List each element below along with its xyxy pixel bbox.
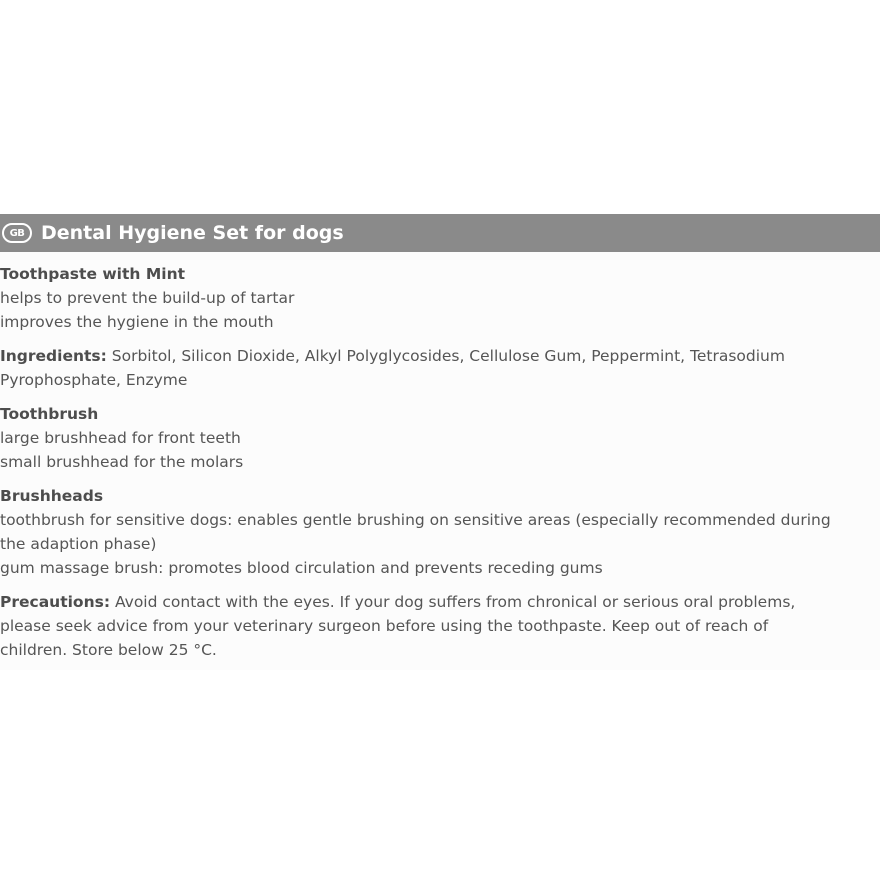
ingredients-line xyxy=(0,344,880,368)
precautions-text-cont: please seek advice from your veterinary surgeon before using the toothpaste. Keep out of reach of xyxy=(0,617,769,635)
toothpaste-heading: Toothpaste with Mint xyxy=(0,265,186,283)
precautions-label: Precautions: xyxy=(0,593,111,611)
brushheads-heading: Brushheads xyxy=(0,487,104,505)
brushheads-line: toothbrush for sensitive dogs: enables gentle brushing on sensitive areas (especially recommended during xyxy=(0,511,831,529)
toothpaste-line: improves the hygiene in the mouth xyxy=(0,313,274,331)
toothbrush-heading: Toothbrush xyxy=(0,405,99,423)
toothbrush-line: small brushhead for the molars xyxy=(0,453,244,471)
section-ingredients xyxy=(0,344,880,392)
ingredients-label: Ingredients: xyxy=(0,347,107,365)
toothpaste-line: helps to prevent the build-up of tartar xyxy=(0,289,295,307)
ingredients-text: Sorbitol, Silicon Dioxide, Alkyl Polyglycosides, Cellulose Gum, Peppermint, Tetrasodium xyxy=(106,347,785,365)
precautions-text: Avoid contact with the eyes. If your dog suffers from chronical or serious oral problems, xyxy=(110,593,796,611)
page-title: Dental Hygiene Set for dogs xyxy=(41,222,344,244)
label-content xyxy=(0,262,880,672)
precautions-line xyxy=(0,590,880,614)
toothbrush-line: large brushhead for front teeth xyxy=(0,429,241,447)
section-toothpaste xyxy=(0,262,880,334)
brushheads-line: gum massage brush: promotes blood circulation and prevents receding gums xyxy=(0,559,603,577)
brushheads-line: the adaption phase) xyxy=(0,535,157,553)
section-toothbrush xyxy=(0,402,880,474)
precautions-text-cont: children. Store below 25 °C. xyxy=(0,641,217,659)
ingredients-text-cont: Pyrophosphate, Enzyme xyxy=(0,371,188,389)
header-bar xyxy=(0,214,880,252)
country-badge: GB xyxy=(2,223,32,243)
section-precautions xyxy=(0,590,880,662)
section-brushheads xyxy=(0,484,880,580)
